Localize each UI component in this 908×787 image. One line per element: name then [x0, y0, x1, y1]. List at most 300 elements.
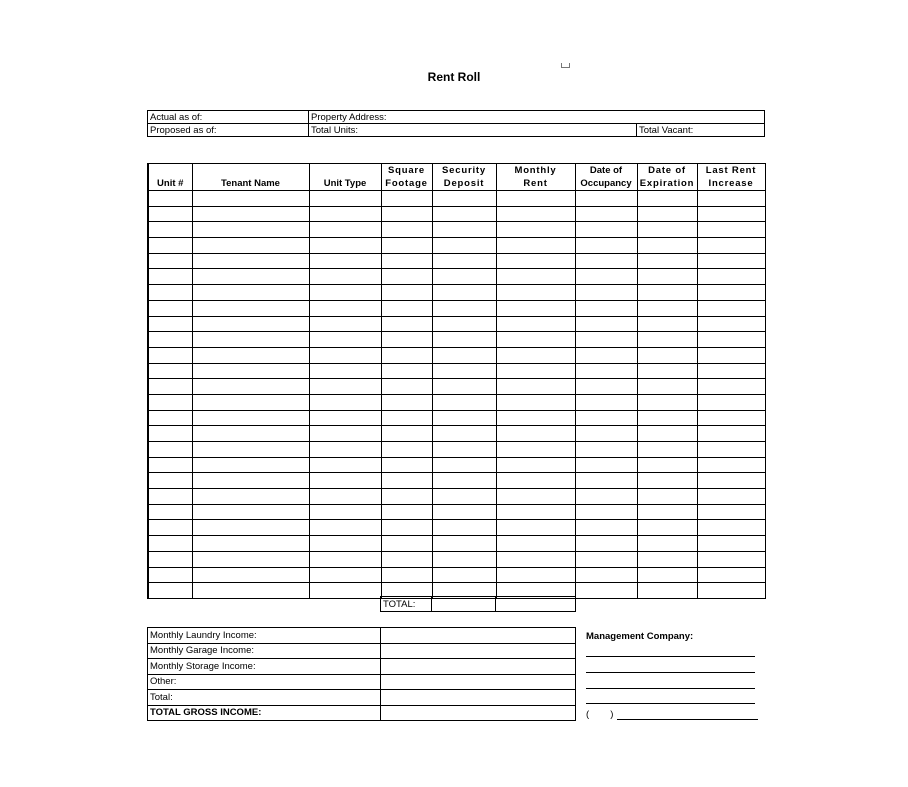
table-cell[interactable]: [432, 363, 496, 379]
gross-income-label: TOTAL GROSS INCOME:: [148, 705, 381, 721]
table-cell[interactable]: [309, 551, 381, 567]
table-cell[interactable]: [309, 300, 381, 316]
table-cell[interactable]: [496, 567, 575, 583]
table-cell[interactable]: [637, 520, 697, 536]
table-cell[interactable]: [309, 379, 381, 395]
table-cell[interactable]: [496, 551, 575, 567]
table-cell[interactable]: [697, 457, 765, 473]
table-cell[interactable]: [697, 394, 765, 410]
table-cell[interactable]: [697, 206, 765, 222]
phone-area-code: ( ): [586, 709, 614, 720]
table-cell[interactable]: [432, 206, 496, 222]
table-cell[interactable]: [697, 238, 765, 254]
page-title: Rent Roll: [427, 70, 481, 84]
table-cell[interactable]: [697, 442, 765, 458]
table-row: [148, 347, 765, 363]
table-cell[interactable]: [192, 567, 309, 583]
table-cell[interactable]: [192, 238, 309, 254]
management-company-label: Management Company:: [586, 631, 694, 642]
table-cell[interactable]: [381, 332, 432, 348]
table-cell[interactable]: [575, 363, 637, 379]
table-cell[interactable]: [496, 504, 575, 520]
table-cell[interactable]: [381, 316, 432, 332]
table-cell[interactable]: [148, 191, 192, 207]
table-row: [148, 332, 765, 348]
table-cell[interactable]: [575, 489, 637, 505]
table-cell[interactable]: [309, 206, 381, 222]
table-cell[interactable]: [309, 583, 381, 599]
table-cell[interactable]: [697, 379, 765, 395]
table-row: [148, 551, 765, 567]
table-cell[interactable]: [697, 285, 765, 301]
table-cell[interactable]: [309, 332, 381, 348]
table-cell[interactable]: [697, 363, 765, 379]
table-row: [148, 457, 765, 473]
table-cell[interactable]: [309, 489, 381, 505]
table-cell[interactable]: [381, 222, 432, 238]
col-unit-number: Unit #: [148, 164, 192, 191]
table-cell[interactable]: [496, 332, 575, 348]
table-cell[interactable]: [496, 300, 575, 316]
table-cell[interactable]: [637, 379, 697, 395]
table-cell[interactable]: [381, 457, 432, 473]
table-cell[interactable]: [637, 253, 697, 269]
total-income-label: Total:: [148, 690, 381, 706]
table-cell[interactable]: [697, 504, 765, 520]
totals-row-cells: [381, 597, 576, 612]
table-cell[interactable]: [697, 222, 765, 238]
table-cell[interactable]: [381, 269, 432, 285]
bracket-icon: [561, 63, 570, 68]
table-row: [148, 206, 765, 222]
table-cell[interactable]: [192, 551, 309, 567]
other-income-cell[interactable]: [381, 674, 576, 690]
actual-as-of-label: Actual as of:: [148, 111, 309, 124]
table-cell[interactable]: [575, 394, 637, 410]
table-row: [148, 442, 765, 458]
table-cell[interactable]: [496, 269, 575, 285]
table-cell[interactable]: [496, 238, 575, 254]
table-row: [148, 410, 765, 426]
table-cell[interactable]: [575, 206, 637, 222]
table-cell[interactable]: [637, 285, 697, 301]
table-row: [148, 504, 765, 520]
rent-roll-table: [147, 163, 766, 599]
table-cell[interactable]: [637, 238, 697, 254]
table-cell[interactable]: [192, 316, 309, 332]
table-cell[interactable]: [575, 536, 637, 552]
table-row: [148, 567, 765, 583]
table-cell[interactable]: [496, 191, 575, 207]
table-cell[interactable]: [637, 332, 697, 348]
table-cell[interactable]: [496, 489, 575, 505]
table-cell[interactable]: [496, 442, 575, 458]
table-cell[interactable]: [697, 426, 765, 442]
table-cell[interactable]: [637, 504, 697, 520]
table-cell[interactable]: [432, 442, 496, 458]
table-cell[interactable]: [697, 253, 765, 269]
table-cell[interactable]: [432, 394, 496, 410]
table-cell[interactable]: [309, 363, 381, 379]
table-cell[interactable]: [192, 489, 309, 505]
table-cell[interactable]: [432, 300, 496, 316]
table-cell[interactable]: [496, 206, 575, 222]
table-cell[interactable]: [637, 394, 697, 410]
table-cell[interactable]: [697, 300, 765, 316]
table-cell[interactable]: [148, 410, 192, 426]
table-cell[interactable]: [309, 316, 381, 332]
laundry-income-label: Monthly Laundry Income:: [148, 628, 381, 644]
table-cell[interactable]: [575, 457, 637, 473]
table-cell[interactable]: [575, 520, 637, 536]
table-cell[interactable]: [637, 551, 697, 567]
table-cell[interactable]: [637, 347, 697, 363]
table-cell[interactable]: [432, 379, 496, 395]
col-date-of-expiration: Date of Expiration: [637, 164, 697, 191]
table-cell[interactable]: [381, 504, 432, 520]
col-date-of-occupancy: Date of Occupancy: [575, 164, 637, 191]
table-cell[interactable]: [637, 567, 697, 583]
table-cell[interactable]: [432, 269, 496, 285]
table-cell[interactable]: [148, 520, 192, 536]
table-cell[interactable]: [575, 583, 637, 599]
table-cell[interactable]: [148, 316, 192, 332]
management-line-1[interactable]: [586, 656, 755, 657]
table-cell[interactable]: [148, 300, 192, 316]
table-cell[interactable]: [192, 206, 309, 222]
table-cell[interactable]: [148, 253, 192, 269]
table-cell[interactable]: [309, 285, 381, 301]
table-cell[interactable]: [496, 379, 575, 395]
rent-table-body: [148, 191, 765, 599]
table-row: [148, 379, 765, 395]
table-cell[interactable]: [148, 473, 192, 489]
table-cell[interactable]: [148, 457, 192, 473]
table-cell[interactable]: [496, 536, 575, 552]
table-cell[interactable]: [432, 238, 496, 254]
table-cell[interactable]: [575, 379, 637, 395]
table-cell[interactable]: [381, 191, 432, 207]
table-cell[interactable]: [192, 536, 309, 552]
table-cell[interactable]: [192, 253, 309, 269]
table-cell[interactable]: [192, 285, 309, 301]
table-cell[interactable]: [432, 567, 496, 583]
table-cell[interactable]: [637, 269, 697, 285]
table-cell[interactable]: [192, 583, 309, 599]
total-units-label: Total Units:: [309, 124, 637, 137]
table-cell[interactable]: [148, 269, 192, 285]
table-cell[interactable]: [496, 363, 575, 379]
table-row: [148, 191, 765, 207]
table-cell[interactable]: [148, 536, 192, 552]
table-cell[interactable]: [192, 363, 309, 379]
table-cell[interactable]: [637, 583, 697, 599]
table-cell[interactable]: [496, 520, 575, 536]
table-cell[interactable]: [496, 457, 575, 473]
table-cell[interactable]: [381, 379, 432, 395]
table-cell[interactable]: [697, 332, 765, 348]
gross-income-cell[interactable]: [381, 705, 576, 721]
table-cell[interactable]: [148, 394, 192, 410]
table-cell[interactable]: [192, 191, 309, 207]
table-cell[interactable]: [309, 473, 381, 489]
table-cell[interactable]: [637, 363, 697, 379]
table-cell[interactable]: [309, 536, 381, 552]
table-cell[interactable]: [381, 473, 432, 489]
table-cell[interactable]: [381, 300, 432, 316]
income-row: [148, 659, 576, 675]
table-cell[interactable]: [309, 222, 381, 238]
table-cell[interactable]: [637, 489, 697, 505]
info-row-2: [148, 124, 765, 137]
table-cell[interactable]: [637, 410, 697, 426]
phone-number-line[interactable]: [617, 719, 758, 720]
table-cell[interactable]: [637, 536, 697, 552]
table-row: [148, 520, 765, 536]
table-row: [148, 536, 765, 552]
table-cell[interactable]: [637, 316, 697, 332]
table-cell[interactable]: [575, 269, 637, 285]
table-cell[interactable]: [381, 520, 432, 536]
table-cell[interactable]: [192, 347, 309, 363]
table-cell[interactable]: [432, 316, 496, 332]
table-cell[interactable]: [192, 426, 309, 442]
table-cell[interactable]: [575, 332, 637, 348]
total-deposit-cell[interactable]: [432, 597, 496, 612]
table-cell[interactable]: [432, 473, 496, 489]
rent-table-header: [148, 164, 765, 191]
table-cell[interactable]: [148, 363, 192, 379]
income-row: [148, 705, 576, 721]
table-cell[interactable]: [381, 489, 432, 505]
storage-income-cell[interactable]: [381, 659, 576, 675]
table-row: [148, 238, 765, 254]
table-cell[interactable]: [309, 347, 381, 363]
table-cell[interactable]: [192, 300, 309, 316]
table-cell[interactable]: [192, 379, 309, 395]
table-cell[interactable]: [148, 583, 192, 599]
col-unit-type: Unit Type: [309, 164, 381, 191]
table-cell[interactable]: [381, 347, 432, 363]
table-cell[interactable]: [432, 332, 496, 348]
table-cell[interactable]: [148, 504, 192, 520]
table-cell[interactable]: [432, 222, 496, 238]
table-cell[interactable]: [148, 489, 192, 505]
table-cell[interactable]: [381, 363, 432, 379]
table-cell[interactable]: [192, 473, 309, 489]
table-cell[interactable]: [496, 222, 575, 238]
table-cell[interactable]: [496, 394, 575, 410]
table-cell[interactable]: [432, 520, 496, 536]
table-cell[interactable]: [192, 520, 309, 536]
table-cell[interactable]: [637, 191, 697, 207]
col-last-rent-increase: Last Rent Increase: [697, 164, 765, 191]
table-cell[interactable]: [432, 536, 496, 552]
income-table: [147, 627, 576, 721]
table-cell[interactable]: [637, 222, 697, 238]
table-cell[interactable]: [309, 269, 381, 285]
table-cell[interactable]: [309, 520, 381, 536]
table-cell[interactable]: [697, 347, 765, 363]
table-cell[interactable]: [381, 394, 432, 410]
col-monthly-rent: Monthly Rent: [496, 164, 575, 191]
table-row: [148, 269, 765, 285]
property-address-label: Property Address:: [309, 111, 765, 124]
table-cell[interactable]: [575, 426, 637, 442]
table-cell[interactable]: [496, 347, 575, 363]
table-cell[interactable]: [309, 504, 381, 520]
income-row: [148, 628, 576, 644]
total-vacant-label: Total Vacant:: [637, 124, 765, 137]
table-cell[interactable]: [309, 410, 381, 426]
table-cell[interactable]: [309, 253, 381, 269]
table-cell[interactable]: [697, 410, 765, 426]
table-cell[interactable]: [432, 347, 496, 363]
proposed-as-of-label: Proposed as of:: [148, 124, 309, 137]
management-line-2[interactable]: [586, 672, 755, 673]
income-row: [148, 690, 576, 706]
table-cell[interactable]: [496, 253, 575, 269]
table-cell[interactable]: [192, 442, 309, 458]
table-cell[interactable]: [309, 426, 381, 442]
table-cell[interactable]: [637, 442, 697, 458]
col-tenant-name: Tenant Name: [192, 164, 309, 191]
table-cell[interactable]: [309, 191, 381, 207]
table-cell[interactable]: [148, 238, 192, 254]
table-cell[interactable]: [697, 473, 765, 489]
table-cell[interactable]: [432, 410, 496, 426]
table-cell[interactable]: [697, 316, 765, 332]
table-cell[interactable]: [575, 442, 637, 458]
table-cell[interactable]: [575, 253, 637, 269]
table-cell[interactable]: [697, 489, 765, 505]
table-cell[interactable]: [381, 551, 432, 567]
table-cell[interactable]: [432, 426, 496, 442]
table-cell[interactable]: [381, 285, 432, 301]
table-cell[interactable]: [575, 473, 637, 489]
table-cell[interactable]: [309, 238, 381, 254]
table-cell[interactable]: [697, 269, 765, 285]
table-cell[interactable]: [575, 551, 637, 567]
table-cell[interactable]: [381, 238, 432, 254]
table-cell[interactable]: [575, 300, 637, 316]
table-cell[interactable]: [575, 316, 637, 332]
col-security-deposit: Security Deposit: [432, 164, 496, 191]
table-cell[interactable]: [192, 332, 309, 348]
management-line-4[interactable]: [586, 703, 755, 704]
management-line-3[interactable]: [586, 688, 755, 689]
table-cell[interactable]: [432, 551, 496, 567]
table-cell[interactable]: [381, 442, 432, 458]
table-cell[interactable]: [381, 536, 432, 552]
table-cell[interactable]: [496, 426, 575, 442]
table-cell[interactable]: [697, 536, 765, 552]
table-cell[interactable]: [192, 410, 309, 426]
table-cell[interactable]: [148, 285, 192, 301]
total-rent-cell[interactable]: [496, 597, 576, 612]
table-cell[interactable]: [432, 253, 496, 269]
table-cell[interactable]: [309, 442, 381, 458]
table-cell[interactable]: [432, 285, 496, 301]
table-cell[interactable]: [697, 520, 765, 536]
table-cell[interactable]: [496, 473, 575, 489]
table-cell[interactable]: [381, 410, 432, 426]
table-cell[interactable]: [496, 316, 575, 332]
table-cell[interactable]: [575, 504, 637, 520]
table-cell[interactable]: [575, 222, 637, 238]
table-cell[interactable]: [637, 426, 697, 442]
table-cell[interactable]: [432, 504, 496, 520]
table-cell[interactable]: [697, 583, 765, 599]
table-cell[interactable]: [496, 285, 575, 301]
table-cell[interactable]: [575, 410, 637, 426]
table-cell[interactable]: [496, 410, 575, 426]
table-cell[interactable]: [432, 489, 496, 505]
table-row: [148, 222, 765, 238]
table-cell[interactable]: [381, 206, 432, 222]
table-cell[interactable]: [697, 551, 765, 567]
table-cell[interactable]: [309, 567, 381, 583]
table-row: [148, 426, 765, 442]
table-cell[interactable]: [192, 269, 309, 285]
laundry-income-cell[interactable]: [381, 628, 576, 644]
table-cell[interactable]: [697, 567, 765, 583]
table-cell[interactable]: [148, 567, 192, 583]
totals-row: [380, 596, 576, 612]
table-row: [148, 473, 765, 489]
table-cell[interactable]: [192, 457, 309, 473]
table-cell[interactable]: [432, 457, 496, 473]
table-cell[interactable]: [148, 347, 192, 363]
income-row: [148, 643, 576, 659]
table-cell[interactable]: [575, 347, 637, 363]
table-cell[interactable]: [637, 473, 697, 489]
table-cell[interactable]: [381, 426, 432, 442]
table-row: [148, 253, 765, 269]
info-row-1: [148, 111, 765, 124]
table-cell[interactable]: [192, 504, 309, 520]
table-row: [148, 316, 765, 332]
garage-income-label: Monthly Garage Income:: [148, 643, 381, 659]
table-cell[interactable]: [192, 394, 309, 410]
table-cell[interactable]: [148, 332, 192, 348]
table-cell[interactable]: [148, 442, 192, 458]
table-cell[interactable]: [148, 206, 192, 222]
table-cell[interactable]: [637, 206, 697, 222]
table-cell[interactable]: [381, 567, 432, 583]
table-cell[interactable]: [575, 285, 637, 301]
table-cell[interactable]: [192, 222, 309, 238]
table-cell[interactable]: [381, 253, 432, 269]
table-cell[interactable]: [575, 567, 637, 583]
table-cell[interactable]: [637, 457, 697, 473]
table-cell[interactable]: [575, 191, 637, 207]
table-cell[interactable]: [148, 379, 192, 395]
table-cell[interactable]: [148, 551, 192, 567]
table-cell[interactable]: [148, 222, 192, 238]
garage-income-cell[interactable]: [381, 643, 576, 659]
table-cell[interactable]: [637, 300, 697, 316]
table-cell[interactable]: [309, 457, 381, 473]
table-cell[interactable]: [575, 238, 637, 254]
col-square-footage: Square Footage: [381, 164, 432, 191]
table-cell[interactable]: [697, 191, 765, 207]
total-income-cell[interactable]: [381, 690, 576, 706]
table-cell[interactable]: [432, 191, 496, 207]
table-row: [148, 300, 765, 316]
table-cell[interactable]: [309, 394, 381, 410]
table-cell[interactable]: [148, 426, 192, 442]
